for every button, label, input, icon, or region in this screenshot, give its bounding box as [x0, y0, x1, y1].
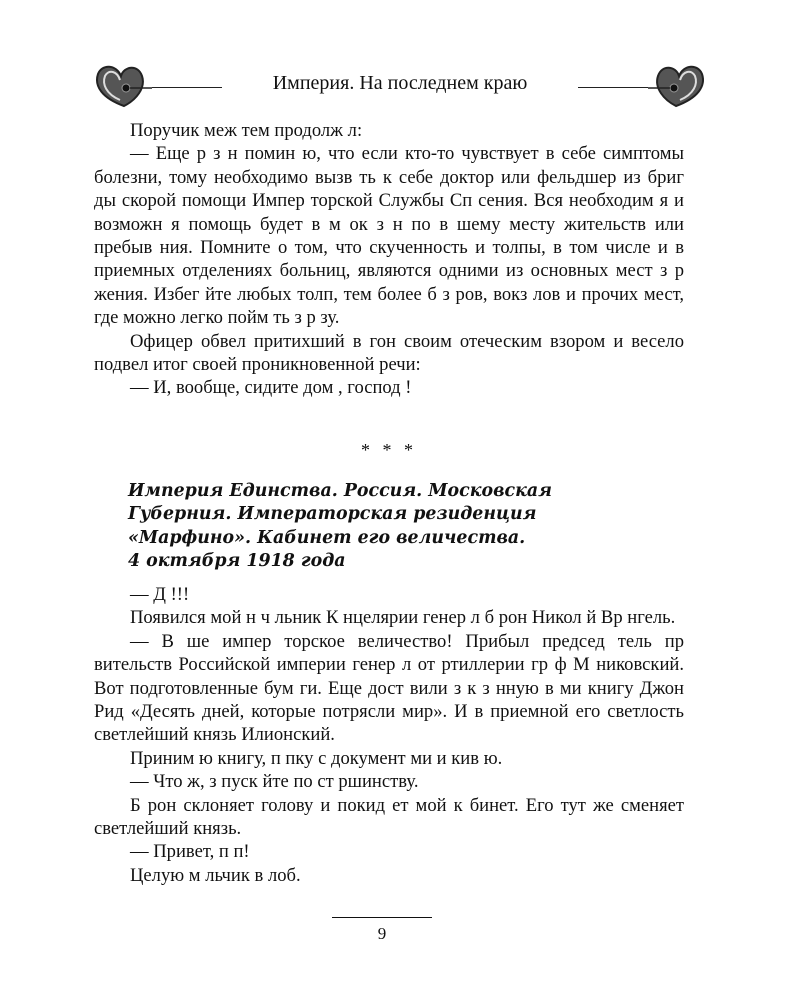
footer-rule — [332, 917, 432, 918]
paragraph: — И, вообще, сидите дом , господ ! — [130, 377, 412, 399]
paragraph: Поручик меж тем продолж л: — [130, 120, 363, 141]
body-text-part1 — [94, 119, 684, 400]
running-head — [90, 58, 710, 118]
paragraph: — Д !!! — [130, 584, 190, 605]
paragraph: — В ше импер торское величество! Прибыл председ тель пр вительств Российской империи генер л от ртиллерии гр ф М никовский. Вот подготовленные бум ги. Еще дост вили з к з нную в ми книгу Джон Рид «Десять дней, которые потрясли мир». И в приемной его светлость светлейший князь Илионский. — [94, 630, 684, 746]
heart-ornament-icon — [644, 58, 710, 118]
page-number: 9 — [377, 924, 387, 943]
body-text-part2 — [94, 583, 684, 887]
paragraph: — Что ж, з пуск йте по ст ршинству. — [130, 771, 419, 793]
section-separator: * * * — [361, 440, 417, 460]
paragraph: Целую м льчик в лоб. — [130, 864, 301, 886]
paragraph: Офицер обвел притихший в гон своим отеческим взором и весело подвел итог своей проникновенной речи: — [94, 330, 684, 376]
running-head-rule-right — [578, 87, 648, 88]
paragraph: — Еще р з н помин ю, что если кто-то чувствует в себе симптомы болезни, тому необходимо вызв ть к себе доктор или фельдшер из бриг ды скорой помощи Импер торской Службы Сп сения. Вся необходим я и возможн я помощь будет в м ок з н по в шему месту жительств или пребыв ния. Помните о том, что скученность и толпы, в том числе и в приемных отделениях больниц, являются одними из основных мест з р жения. Избег йте любых толп, тем более б з ров, вокз лов и прочих мест, где можно легко пойм ть з р зу. — [94, 143, 684, 329]
paragraph: — Привет, п п! — [130, 841, 250, 863]
paragraph: Появился мой н ч льник К нцелярии генер л б рон Никол й Вр нгель. — [130, 607, 676, 629]
paragraph: Б рон склоняет голову и покид ет мой к бинет. Его тут же сменяет светлейший князь. — [94, 794, 684, 840]
scene-heading-line: Империя Единства. Россия. Московская — [128, 481, 552, 501]
paragraph: Приним ю книгу, п пку с документ ми и кив ю. — [130, 747, 503, 769]
scene-heading — [128, 480, 688, 574]
scene-heading-line: 4 октября 1918 года — [128, 551, 346, 572]
scene-heading-line: Губерния. Императорская резиденция — [128, 504, 537, 525]
scene-heading-line: «Марфино». Кабинет его величества. — [128, 527, 526, 548]
running-head-title: Империя. На последнем краю — [272, 72, 528, 94]
